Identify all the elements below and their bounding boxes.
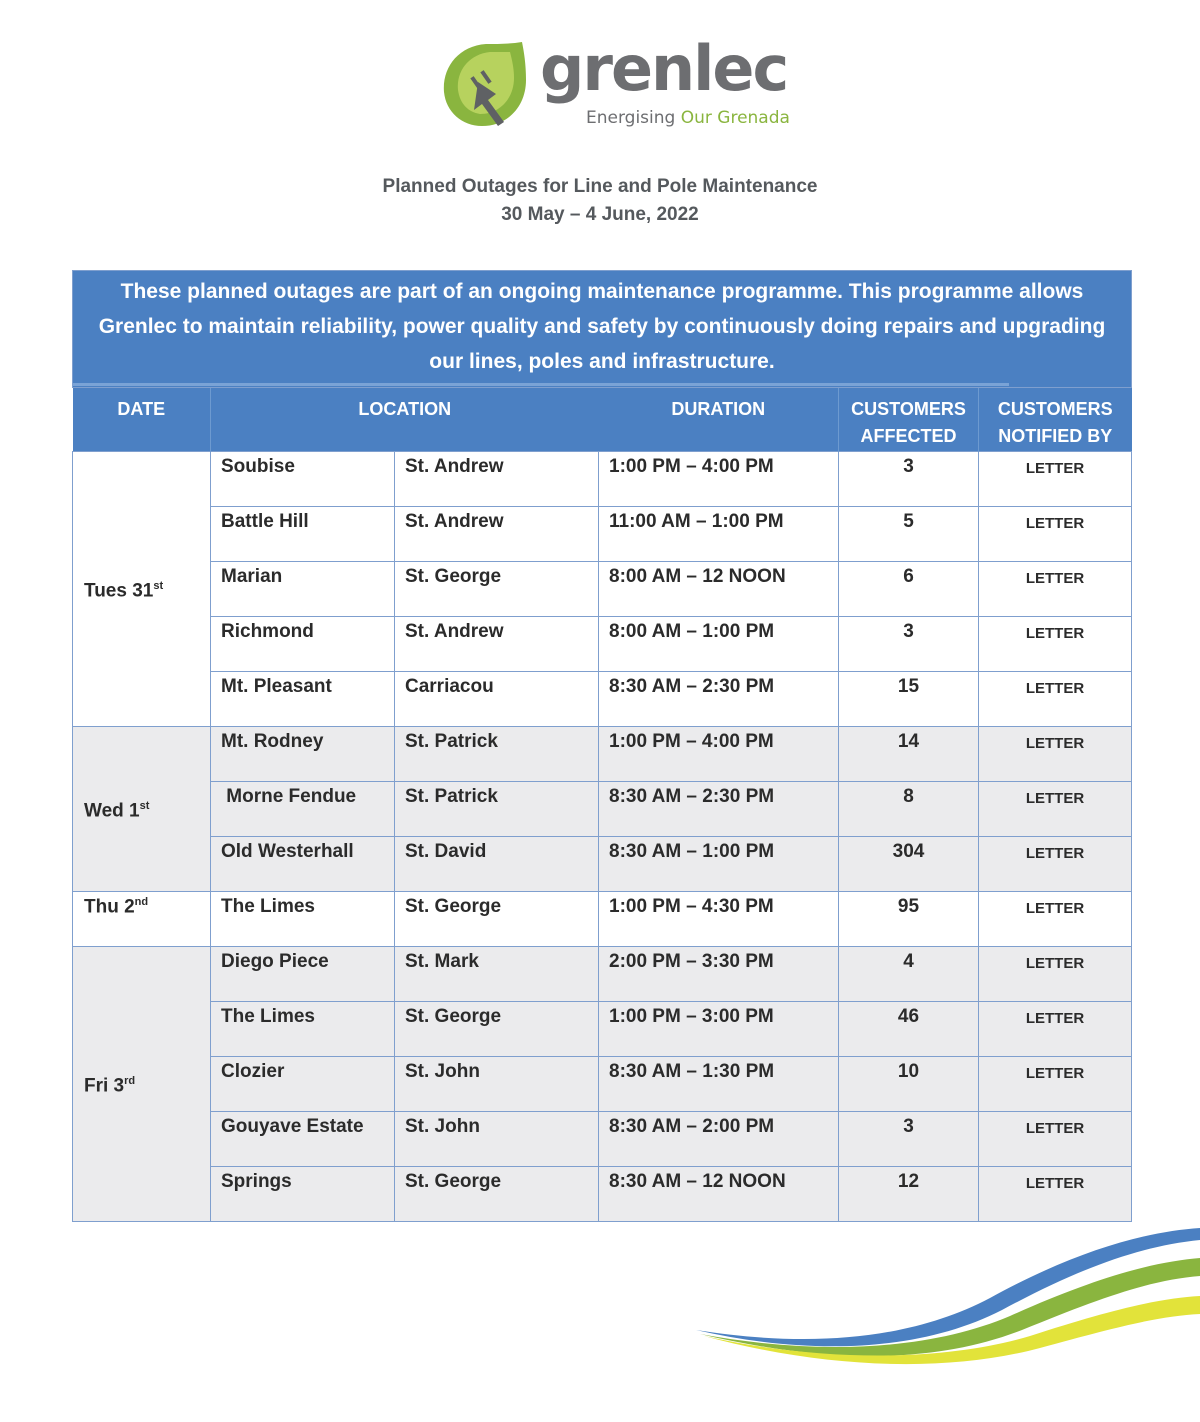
notified-by-cell: LETTER: [979, 782, 1132, 837]
location-parish-cell: St. John: [395, 1112, 599, 1167]
location-parish-cell: St. David: [395, 837, 599, 892]
notified-by-cell: LETTER: [979, 947, 1132, 1002]
notified-by-cell: LETTER: [979, 1167, 1132, 1222]
header-location: LOCATION: [211, 388, 599, 452]
duration-cell: 8:30 AM – 12 NOON: [599, 1167, 839, 1222]
notified-by-cell: LETTER: [979, 507, 1132, 562]
duration-cell: 8:00 AM – 12 NOON: [599, 562, 839, 617]
table-row: [73, 1057, 1132, 1112]
location-parish-cell: St. George: [395, 1002, 599, 1057]
intro-banner: [73, 271, 1132, 388]
date-suffix: st: [153, 579, 164, 592]
table-row: [73, 1002, 1132, 1057]
date-cell: [73, 452, 211, 727]
location-area-cell: Mt. Pleasant: [211, 672, 395, 727]
location-area-cell: Marian: [211, 562, 395, 617]
grenlec-logo: [438, 32, 798, 134]
header-customers-notified: [979, 388, 1132, 452]
duration-cell: 1:00 PM – 4:30 PM: [599, 892, 839, 947]
date-cell: [73, 727, 211, 892]
location-parish-cell: St. Patrick: [395, 782, 599, 837]
header-notified-line2: NOTIFIED BY: [998, 426, 1113, 446]
location-parish-cell: St. John: [395, 1057, 599, 1112]
customers-affected-cell: 304: [839, 837, 979, 892]
location-area-cell: Soubise: [211, 452, 395, 507]
date-cell: [73, 947, 211, 1222]
date-day: Tues 31: [84, 580, 154, 602]
notified-by-cell: LETTER: [979, 892, 1132, 947]
header-notified-line1: CUSTOMERS: [997, 399, 1113, 419]
intro-text: These planned outages are part of an ongoing maintenance programme. This programme allows Grenlec to maintain reliability, power quality and safety by continuously doing repairs and upgrading our lines, poles and infrastructure.: [98, 280, 1106, 373]
customers-affected-cell: 46: [839, 1002, 979, 1057]
header-customers-affected: [839, 388, 979, 452]
banner-divider: [73, 383, 1009, 386]
leaf-plug-icon: [438, 38, 534, 134]
location-parish-cell: St. Andrew: [395, 617, 599, 672]
location-parish-cell: St. George: [395, 1167, 599, 1222]
location-parish-cell: Carriacou: [395, 672, 599, 727]
customers-affected-cell: 15: [839, 672, 979, 727]
location-area-cell: Mt. Rodney: [211, 727, 395, 782]
table-row: [73, 1112, 1132, 1167]
duration-cell: 8:30 AM – 2:30 PM: [599, 782, 839, 837]
tagline-part1: Energising: [586, 108, 676, 128]
customers-affected-cell: 12: [839, 1167, 979, 1222]
table-row: [73, 947, 1132, 1002]
notified-by-cell: LETTER: [979, 562, 1132, 617]
duration-cell: 1:00 PM – 4:00 PM: [599, 727, 839, 782]
brand-swoosh: [690, 1218, 1200, 1378]
table-row: [73, 727, 1132, 782]
header-duration: DURATION: [599, 388, 839, 452]
notified-by-cell: LETTER: [979, 837, 1132, 892]
outage-table-wrap: [72, 270, 1131, 1222]
duration-cell: 8:00 AM – 1:00 PM: [599, 617, 839, 672]
date-suffix: rd: [124, 1074, 136, 1087]
location-area-cell: The Limes: [211, 1002, 395, 1057]
notified-by-cell: LETTER: [979, 452, 1132, 507]
table-row: [73, 507, 1132, 562]
duration-cell: 2:00 PM – 3:30 PM: [599, 947, 839, 1002]
brand-tagline: [586, 108, 790, 128]
customers-affected-cell: 4: [839, 947, 979, 1002]
notified-by-cell: LETTER: [979, 1057, 1132, 1112]
customers-affected-cell: 6: [839, 562, 979, 617]
date-range: 30 May – 4 June, 2022: [501, 204, 699, 225]
table-row: [73, 1167, 1132, 1222]
table-row: [73, 837, 1132, 892]
notified-by-cell: LETTER: [979, 672, 1132, 727]
location-area-cell: Battle Hill: [211, 507, 395, 562]
notified-by-cell: LETTER: [979, 1002, 1132, 1057]
notified-by-cell: LETTER: [979, 1112, 1132, 1167]
tagline-part2: Our Grenada: [680, 108, 790, 128]
customers-affected-cell: 3: [839, 452, 979, 507]
table-row: [73, 617, 1132, 672]
customers-affected-cell: 5: [839, 507, 979, 562]
page-title: Planned Outages for Line and Pole Maintenance: [382, 176, 818, 197]
location-parish-cell: St. Andrew: [395, 452, 599, 507]
notified-by-cell: LETTER: [979, 617, 1132, 672]
date-day: Thu 2: [84, 896, 135, 918]
customers-affected-cell: 3: [839, 1112, 979, 1167]
location-parish-cell: St. Patrick: [395, 727, 599, 782]
date-cell: [73, 892, 211, 947]
customers-affected-cell: 14: [839, 727, 979, 782]
table-row: [73, 782, 1132, 837]
table-row: [73, 672, 1132, 727]
header-affected-line2: AFFECTED: [860, 426, 957, 446]
duration-cell: 8:30 AM – 2:30 PM: [599, 672, 839, 727]
location-parish-cell: St. George: [395, 892, 599, 947]
table-row: [73, 892, 1132, 947]
duration-cell: 11:00 AM – 1:00 PM: [599, 507, 839, 562]
notified-by-cell: LETTER: [979, 727, 1132, 782]
customers-affected-cell: 8: [839, 782, 979, 837]
location-area-cell: The Limes: [211, 892, 395, 947]
location-parish-cell: St. Mark: [395, 947, 599, 1002]
duration-cell: 8:30 AM – 1:00 PM: [599, 837, 839, 892]
table-row: [73, 452, 1132, 507]
table-row: [73, 562, 1132, 617]
date-suffix: nd: [134, 896, 149, 908]
date-day: Wed 1: [84, 800, 140, 822]
location-area-cell: Old Westerhall: [211, 837, 395, 892]
header-date: DATE: [73, 388, 211, 452]
outage-table: [72, 270, 1132, 1222]
duration-cell: 8:30 AM – 2:00 PM: [599, 1112, 839, 1167]
header-affected-line1: CUSTOMERS: [851, 399, 966, 419]
customers-affected-cell: 95: [839, 892, 979, 947]
brand-name: grenlec: [540, 32, 788, 105]
location-area-cell: Morne Fendue: [211, 782, 395, 837]
header-row: [73, 388, 1132, 452]
location-area-cell: Clozier: [211, 1057, 395, 1112]
date-day: Fri 3: [84, 1075, 125, 1097]
duration-cell: 1:00 PM – 3:00 PM: [599, 1002, 839, 1057]
duration-cell: 8:30 AM – 1:30 PM: [599, 1057, 839, 1112]
location-parish-cell: St. Andrew: [395, 507, 599, 562]
location-area-cell: Diego Piece: [211, 947, 395, 1002]
duration-cell: 1:00 PM – 4:00 PM: [599, 452, 839, 507]
location-area-cell: Springs: [211, 1167, 395, 1222]
date-suffix: st: [139, 799, 150, 812]
customers-affected-cell: 10: [839, 1057, 979, 1112]
customers-affected-cell: 3: [839, 617, 979, 672]
location-area-cell: Gouyave Estate: [211, 1112, 395, 1167]
location-area-cell: Richmond: [211, 617, 395, 672]
location-parish-cell: St. George: [395, 562, 599, 617]
